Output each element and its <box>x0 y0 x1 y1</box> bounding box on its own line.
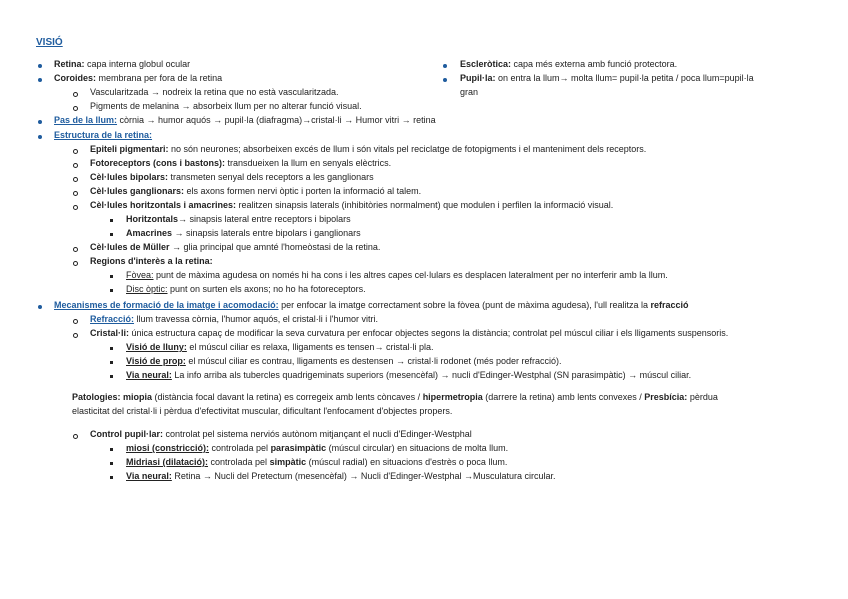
term-miopia: miopia <box>123 392 153 402</box>
text-miosi: controlada pel <box>209 443 271 453</box>
term-epiteli: Epiteli pigmentari: <box>90 144 169 154</box>
text-coroides: membrana per fora de la retina <box>96 73 223 83</box>
term-regions: Regions d'interès a la retina: <box>90 256 213 266</box>
text-amacr-sub: sinapsis laterals entre bipolars i ganglionars <box>183 228 361 238</box>
bullet-ring-icon <box>73 434 78 439</box>
text-hipermetropia: (darrere la retina) amb lents convexes / <box>482 392 645 402</box>
bullet-ring-icon <box>73 205 78 210</box>
bullet-ring-icon <box>73 163 78 168</box>
bullet-ring-icon <box>73 106 78 111</box>
item-epiteli <box>90 143 646 155</box>
item-control <box>90 428 472 440</box>
page-title: VISIÓ <box>36 37 63 48</box>
item-midriasi <box>126 456 507 468</box>
text-cristalli: única estructura capaç de modificar la seva curvatura per enfocar objectes segons la distància; controlat pel múscul ciliar i els lligaments suspensoris. <box>129 328 729 338</box>
text-retina: capa interna globul ocular <box>84 59 191 69</box>
term-refraccio: Refracció: <box>90 314 135 324</box>
bullet-square-icon <box>110 448 113 451</box>
item-coroides <box>54 72 222 84</box>
item-regions <box>90 255 213 267</box>
item-cristalli <box>90 327 728 339</box>
text-esclerotica: capa més externa amb funció protectora. <box>511 59 678 69</box>
text-bipolars: transmeten senyal dels receptors a les ganglionars <box>168 172 374 182</box>
bullet-ring-icon <box>73 319 78 324</box>
item-pupilla <box>460 72 754 84</box>
bullet-ring-icon <box>73 191 78 196</box>
item-patologies-cont: elasticitat del cristal·li i pèrdua d'efectivitat muscular, dificultant l'enfocament d'objectes propers. <box>72 406 453 416</box>
item-pupilla-cont: gran <box>460 87 479 97</box>
text-disc: punt on surten els axons; no ho ha fotoreceptors. <box>167 284 366 294</box>
term-cristalli: Cristal·li: <box>90 328 130 338</box>
item-estructura <box>54 129 152 141</box>
bullet-dot-icon <box>38 305 42 309</box>
bullet-dot-icon <box>443 78 447 82</box>
term-bipolars: Cèl·lules bipolars: <box>90 172 169 182</box>
item-patologies <box>72 391 718 403</box>
text-fotoreceptors: transdueixen la llum en senyals elèctrics. <box>225 158 392 168</box>
item-miosi <box>126 442 508 454</box>
term-fotoreceptors: Fotoreceptors (cons i bastons): <box>90 158 226 168</box>
text-horitz-sub: sinapsis lateral entre receptors i bipolars <box>187 214 351 224</box>
term-ganglionars: Cèl·lules ganglionars: <box>90 186 185 196</box>
term-presbicia: Presbícia: <box>644 392 688 402</box>
bullet-square-icon <box>110 289 113 292</box>
bullet-dot-icon <box>38 78 42 82</box>
item-disc <box>126 283 366 295</box>
item-via-neural-2 <box>126 470 556 482</box>
term-disc: Disc òptic: <box>126 284 168 294</box>
item-horitzontals <box>90 199 613 211</box>
term-muller: Cèl·lules de Müller → <box>90 242 182 252</box>
term-horitzontals: Cèl·lules horitzontals i amacrines: <box>90 200 237 210</box>
bullet-square-icon <box>110 275 113 278</box>
term-retina: Retina: <box>54 59 85 69</box>
text-visio-lluny: el múscul ciliar es relaxa, lligaments es tensen→ cristal·li pla. <box>186 342 434 352</box>
item-via-neural-1 <box>126 369 691 381</box>
bullet-square-icon <box>110 476 113 479</box>
term-estructura: Estructura de la retina: <box>54 130 153 140</box>
bullet-square-icon <box>110 347 113 350</box>
text-epiteli: no són neurones; absorbeixen excés de llum i són vitals pel reciclatge de fotopigments i el manteniment dels receptors. <box>168 144 647 154</box>
text-muller: glia principal que amnté l'homeòstasi de la retina. <box>181 242 381 252</box>
text-visio-prop: el múscul ciliar es contrau, lligaments es destensen → cristal·li rodonet (més poder refracció). <box>185 356 562 366</box>
term-miosi: miosi (constricció): <box>126 443 210 453</box>
text-fovea: punt de màxima agudesa on només hi ha cons i les altres capes cel·lulars es desplacen lateralment per no interferir amb la llum. <box>153 270 668 280</box>
bullet-ring-icon <box>73 149 78 154</box>
term-parasimpatic: parasimpàtic <box>270 443 327 453</box>
bullet-dot-icon <box>443 64 447 68</box>
term-esclerotica: Escleròtica: <box>460 59 512 69</box>
bullet-ring-icon <box>73 333 78 338</box>
bullet-square-icon <box>110 462 113 465</box>
bullet-ring-icon <box>73 177 78 182</box>
item-retina <box>54 58 190 70</box>
bullet-square-icon <box>110 375 113 378</box>
text-refraccio: llum travessa còrnia, l'humor aquós, el cristal·li i l'humor vitri. <box>134 314 379 324</box>
text-miosi-end: (múscul circular) en situacions de molta llum. <box>326 443 509 453</box>
item-mecanismes <box>54 299 689 311</box>
item-fotoreceptors <box>90 157 391 169</box>
term-control: Control pupil·lar: <box>90 429 163 439</box>
term-fovea: Fòvea: <box>126 270 154 280</box>
item-coroides-sub1: Vascularitzada → nodreix la retina que no està vascularitzada. <box>90 87 339 97</box>
bullet-square-icon <box>110 361 113 364</box>
term-amacr-sub: Amacrines → <box>126 228 184 238</box>
bullet-square-icon <box>110 219 113 222</box>
term-simpatic: simpàtic <box>269 457 307 467</box>
text-horitzontals: realitzen sinapsis laterals (inhibitòries normalment) que modulen i perfilen la informació visual. <box>236 200 614 210</box>
term-coroides: Coroides: <box>54 73 97 83</box>
text-via-neural-1: La info arriba als tubercles quadrigeminats superiors (mesencèfal) → nucli d'Edinger-Westphal (SN parasimpàtic) → múscul ciliar. <box>171 370 692 380</box>
text-mecanismes: per enfocar la imatge correctament sobre la fòvea (punt de màxima agudesa), l'ull realitza la <box>278 300 651 310</box>
item-bipolars <box>90 171 374 183</box>
term-via-neural-2: Via neural: <box>126 471 172 481</box>
text-midriasi: controlada pel <box>208 457 270 467</box>
term-refraccio-bold: refracció <box>650 300 689 310</box>
bullet-dot-icon <box>38 64 42 68</box>
term-patologies: Patologies: <box>72 392 121 402</box>
item-visio-lluny <box>126 341 433 353</box>
bullet-ring-icon <box>73 261 78 266</box>
item-fovea <box>126 269 668 281</box>
text-ganglionars: els axons formen nervi òptic i porten la informació al talem. <box>184 186 422 196</box>
term-visio-prop: Visió de prop: <box>126 356 186 366</box>
item-visio-prop <box>126 355 562 367</box>
bullet-ring-icon <box>73 92 78 97</box>
term-horitz-sub: Horitzontals→ <box>126 214 188 224</box>
item-horitz-sub <box>126 213 351 225</box>
text-midriasi-end: (múscul radial) en situacions d'estrès o poca llum. <box>306 457 508 467</box>
item-muller <box>90 241 380 253</box>
bullet-ring-icon <box>73 247 78 252</box>
item-pas-llum <box>54 114 436 126</box>
item-amacr-sub <box>126 227 361 239</box>
term-pas-llum: Pas de la llum: <box>54 115 118 125</box>
bullet-dot-icon <box>38 120 42 124</box>
text-pas-llum: còrnia → humor aquós → pupil·la (diafragma)→cristal·li → Humor vitri → retina <box>117 115 436 125</box>
term-midriasi: Midriasi (dilatació): <box>126 457 209 467</box>
term-hipermetropia: hipermetropia <box>422 392 483 402</box>
term-via-neural-1: Via neural: <box>126 370 172 380</box>
term-pupilla: Pupil·la: <box>460 73 496 83</box>
term-mecanismes: Mecanismes de formació de la imatge i acomodació: <box>54 300 279 310</box>
text-control: controlat pel sistema nerviós autònom mitjançant el nucli d'Edinger-Westphal <box>163 429 472 439</box>
text-miopia: (distància focal davant la retina) es corregeix amb lents còncaves / <box>152 392 423 402</box>
text-pupilla: on entra la llum→ molta llum= pupil·la petita / poca llum=pupil·la <box>495 73 754 83</box>
bullet-dot-icon <box>38 135 42 139</box>
text-presbicia: pèrdua <box>687 392 718 402</box>
item-coroides-sub2: Pigments de melanina → absorbeix llum per no alterar funció visual. <box>90 101 362 111</box>
text-via-neural-2: Retina → Nucli del Pretectum (mesencèfal) → Nucli d'Edinger-Westphal →Musculatura circular. <box>171 471 556 481</box>
bullet-square-icon <box>110 233 113 236</box>
item-esclerotica <box>460 58 677 70</box>
term-visio-lluny: Visió de lluny: <box>126 342 187 352</box>
item-ganglionars <box>90 185 421 197</box>
item-refraccio <box>90 313 378 325</box>
